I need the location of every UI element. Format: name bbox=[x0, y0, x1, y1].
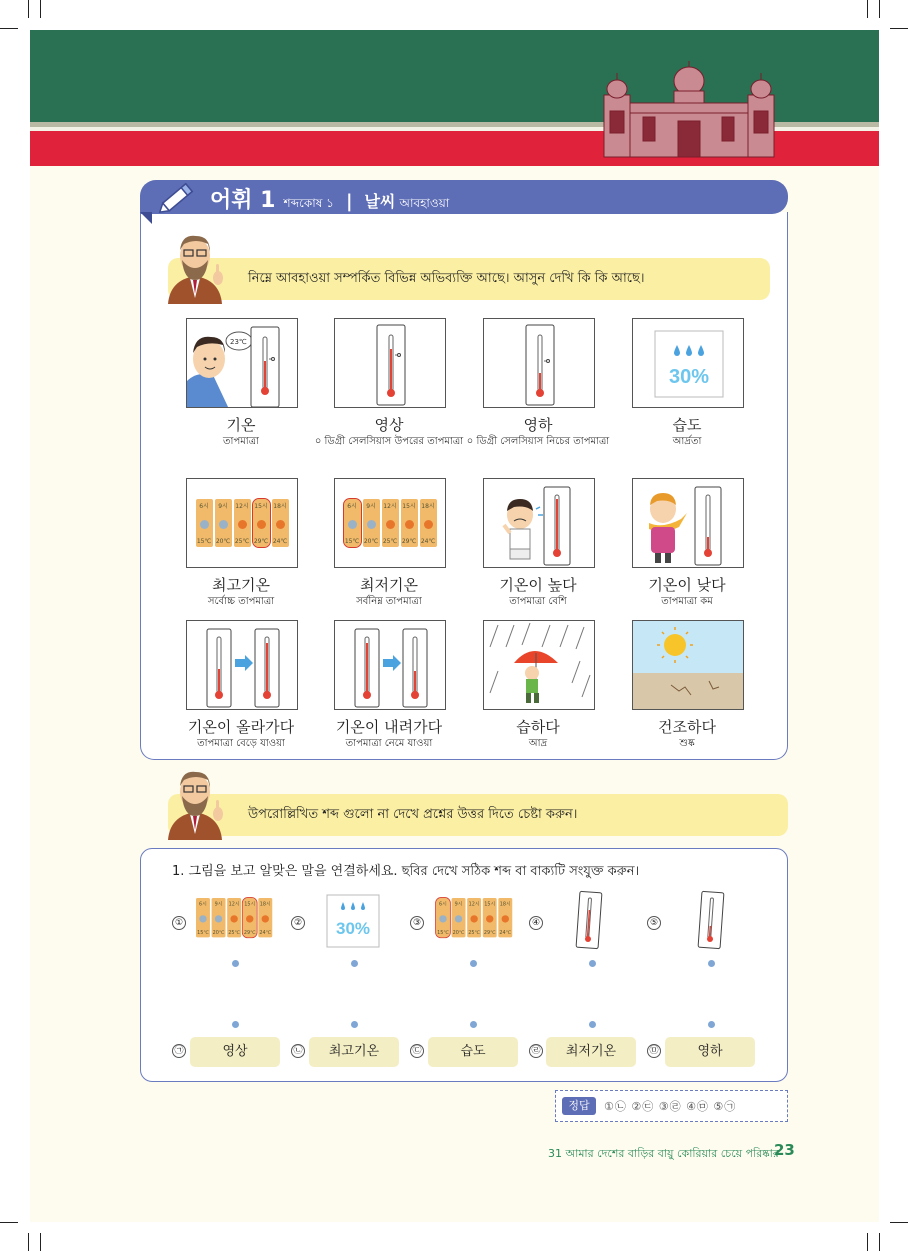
card-above-zero bbox=[334, 318, 446, 408]
card-temperature bbox=[186, 318, 298, 408]
vocab-meaning: সর্বনিম্ন তাপমাত্রা bbox=[356, 596, 422, 607]
crop-mark bbox=[867, 0, 868, 18]
answer-key-text: ①㉡ ②㉢ ③㉣ ④㉤ ⑤㉠ bbox=[604, 1100, 737, 1113]
option-letter: ㉠ bbox=[172, 1044, 186, 1058]
crop-mark bbox=[879, 1233, 880, 1251]
svg-text:30%: 30% bbox=[335, 919, 371, 938]
question-number: ④ bbox=[529, 916, 543, 930]
match-dot-bottom[interactable] bbox=[470, 1021, 477, 1028]
question-number: ② bbox=[291, 916, 305, 930]
exercise-image-max-temp: 6시 15℃ 9시 20℃ 12시 25℃ 15시 29℃ 18시 24℃ bbox=[196, 898, 289, 946]
option-letter: ㉢ bbox=[410, 1044, 424, 1058]
answer-option[interactable]: 영하 bbox=[665, 1037, 755, 1067]
card-min-temp: 6시 15℃ 9시 20℃ 12시 25℃ 15시 29℃ 18시 24℃ bbox=[334, 478, 446, 568]
page-number: 23 bbox=[774, 1141, 795, 1159]
match-dot-top[interactable] bbox=[708, 960, 715, 967]
topic-title: 날씨 bbox=[364, 192, 396, 211]
page-title bbox=[210, 183, 449, 213]
exercise-image-below-zero bbox=[696, 890, 726, 950]
vocab-meaning: তাপমাত্রা বেশি bbox=[509, 596, 567, 607]
vocab-meaning: তাপমাত্রা bbox=[223, 436, 259, 447]
intro-text: নিম্নে আবহাওয়া সম্পর্কিত বিভিন্ন অভিব্যক্তি আছে। আসুন দেখি কি কি আছে। bbox=[248, 270, 645, 286]
question-number: ① bbox=[172, 916, 186, 930]
lesson-title-bn: শব্দকোষ ১ bbox=[283, 196, 334, 210]
title-bar-fold bbox=[140, 212, 152, 224]
option-letter: ㉤ bbox=[647, 1044, 661, 1058]
vocab-meaning: ০ ডিগ্রী সেলসিয়াস উপরের তাপমাত্রা bbox=[314, 436, 464, 447]
vocab-word: 영상 bbox=[374, 416, 404, 434]
vocab-word: 건조하다 bbox=[658, 718, 716, 736]
match-dot-top[interactable] bbox=[351, 960, 358, 967]
intro-speech-bubble bbox=[168, 258, 770, 300]
match-dot-bottom[interactable] bbox=[589, 1021, 596, 1028]
vocab-word: 습하다 bbox=[516, 718, 560, 736]
card-temp-low bbox=[632, 478, 744, 568]
vocab-word: 기온 bbox=[226, 416, 256, 434]
crop-mark bbox=[40, 1233, 41, 1251]
question-number: ⑤ bbox=[647, 916, 661, 930]
match-dot-top[interactable] bbox=[232, 960, 239, 967]
crop-mark bbox=[890, 1222, 908, 1223]
svg-text:23℃: 23℃ bbox=[230, 338, 247, 346]
answer-option[interactable]: 습도 bbox=[428, 1037, 518, 1067]
vocab-word: 습도 bbox=[672, 416, 702, 434]
vocab-meaning: শুষ্ক bbox=[679, 738, 695, 749]
crop-mark bbox=[40, 0, 41, 18]
crop-mark bbox=[0, 28, 18, 29]
vocab-word: 영하 bbox=[523, 416, 553, 434]
lesson-title: 어휘 1 bbox=[210, 188, 276, 213]
vocab-meaning: তাপমাত্রা বেড়ে যাওয়া bbox=[197, 738, 285, 749]
card-temp-high bbox=[483, 478, 595, 568]
title-separator: | bbox=[345, 191, 353, 212]
vocab-meaning: ০ ডিগ্রী সেলসিয়াস নিচের তাপমাত্রা bbox=[466, 436, 610, 447]
vocab-word: 최고기온 bbox=[212, 576, 270, 594]
vocab-meaning: তাপমাত্রা কম bbox=[661, 596, 713, 607]
teacher-avatar bbox=[160, 764, 230, 840]
vocab-meaning: আদ্র bbox=[528, 738, 548, 749]
card-max-temp: 6시 15℃ 9시 20℃ 12시 25℃ 15시 29℃ 18시 24℃ bbox=[186, 478, 298, 568]
match-dot-bottom[interactable] bbox=[351, 1021, 358, 1028]
exercise-image-above-zero bbox=[574, 890, 604, 950]
answer-option[interactable]: 영상 bbox=[190, 1037, 280, 1067]
instruction-text: উপরোল্লিখিত শব্দ গুলো না দেখে প্রশ্নের উত্তর দিতে চেষ্টা করুন। bbox=[248, 806, 578, 822]
teacher-avatar bbox=[160, 228, 230, 304]
crop-mark bbox=[879, 0, 880, 18]
crop-mark bbox=[0, 1222, 18, 1223]
match-dot-top[interactable] bbox=[470, 960, 477, 967]
footer-text: 31 আমার দেশের বাড়ির বায়ু কোরিয়ার চেয়ে পরিষ্কার bbox=[548, 1147, 779, 1160]
building-illustration bbox=[598, 55, 780, 159]
match-dot-bottom[interactable] bbox=[708, 1021, 715, 1028]
crop-mark bbox=[890, 28, 908, 29]
vocab-meaning: আর্দ্রতা bbox=[672, 436, 702, 447]
option-letter: ㉡ bbox=[291, 1044, 305, 1058]
match-dot-bottom[interactable] bbox=[232, 1021, 239, 1028]
vocab-word: 기온이 높다 bbox=[499, 576, 577, 594]
crop-mark bbox=[28, 1233, 29, 1251]
exercise-image-min-temp: 6시 15℃ 9시 20℃ 12시 25℃ 15시 29℃ 18시 24℃ bbox=[436, 898, 529, 946]
crop-mark bbox=[867, 1233, 868, 1251]
card-temp-fall bbox=[334, 620, 446, 710]
question-number: ③ bbox=[410, 916, 424, 930]
topic-title-bn: আবহাওয়া bbox=[399, 196, 450, 210]
pencil-icon bbox=[158, 176, 200, 216]
card-below-zero bbox=[483, 318, 595, 408]
answer-key-label: 정답 bbox=[562, 1097, 596, 1115]
vocab-word: 기온이 내려가다 bbox=[335, 718, 443, 736]
svg-text:30%: 30% bbox=[668, 366, 710, 388]
option-letter: ㉣ bbox=[529, 1044, 543, 1058]
card-temp-rise bbox=[186, 620, 298, 710]
vocab-word: 기온이 올라가다 bbox=[187, 718, 295, 736]
card-humid bbox=[483, 620, 595, 710]
vocab-word: 최저기온 bbox=[360, 576, 418, 594]
card-dry bbox=[632, 620, 744, 710]
answer-option[interactable]: 최저기온 bbox=[546, 1037, 636, 1067]
vocab-meaning: তাপমাত্রা নেমে যাওয়া bbox=[345, 738, 433, 749]
vocab-word: 기온이 낮다 bbox=[648, 576, 726, 594]
instruction-speech-bubble bbox=[168, 794, 788, 836]
match-dot-top[interactable] bbox=[589, 960, 596, 967]
question-text: 1. 그림을 보고 알맞은 말을 연결하세요. ছবির দেখে সঠিক শব্দ বা বাক্যটি সংযুক্ত করুন। bbox=[172, 864, 640, 879]
card-humidity bbox=[632, 318, 744, 408]
crop-mark bbox=[28, 0, 29, 18]
exercise-image-humidity bbox=[326, 894, 380, 948]
answer-option[interactable]: 최고기온 bbox=[309, 1037, 399, 1067]
vocab-meaning: সর্বোচ্চ তাপমাত্রা bbox=[207, 596, 275, 607]
